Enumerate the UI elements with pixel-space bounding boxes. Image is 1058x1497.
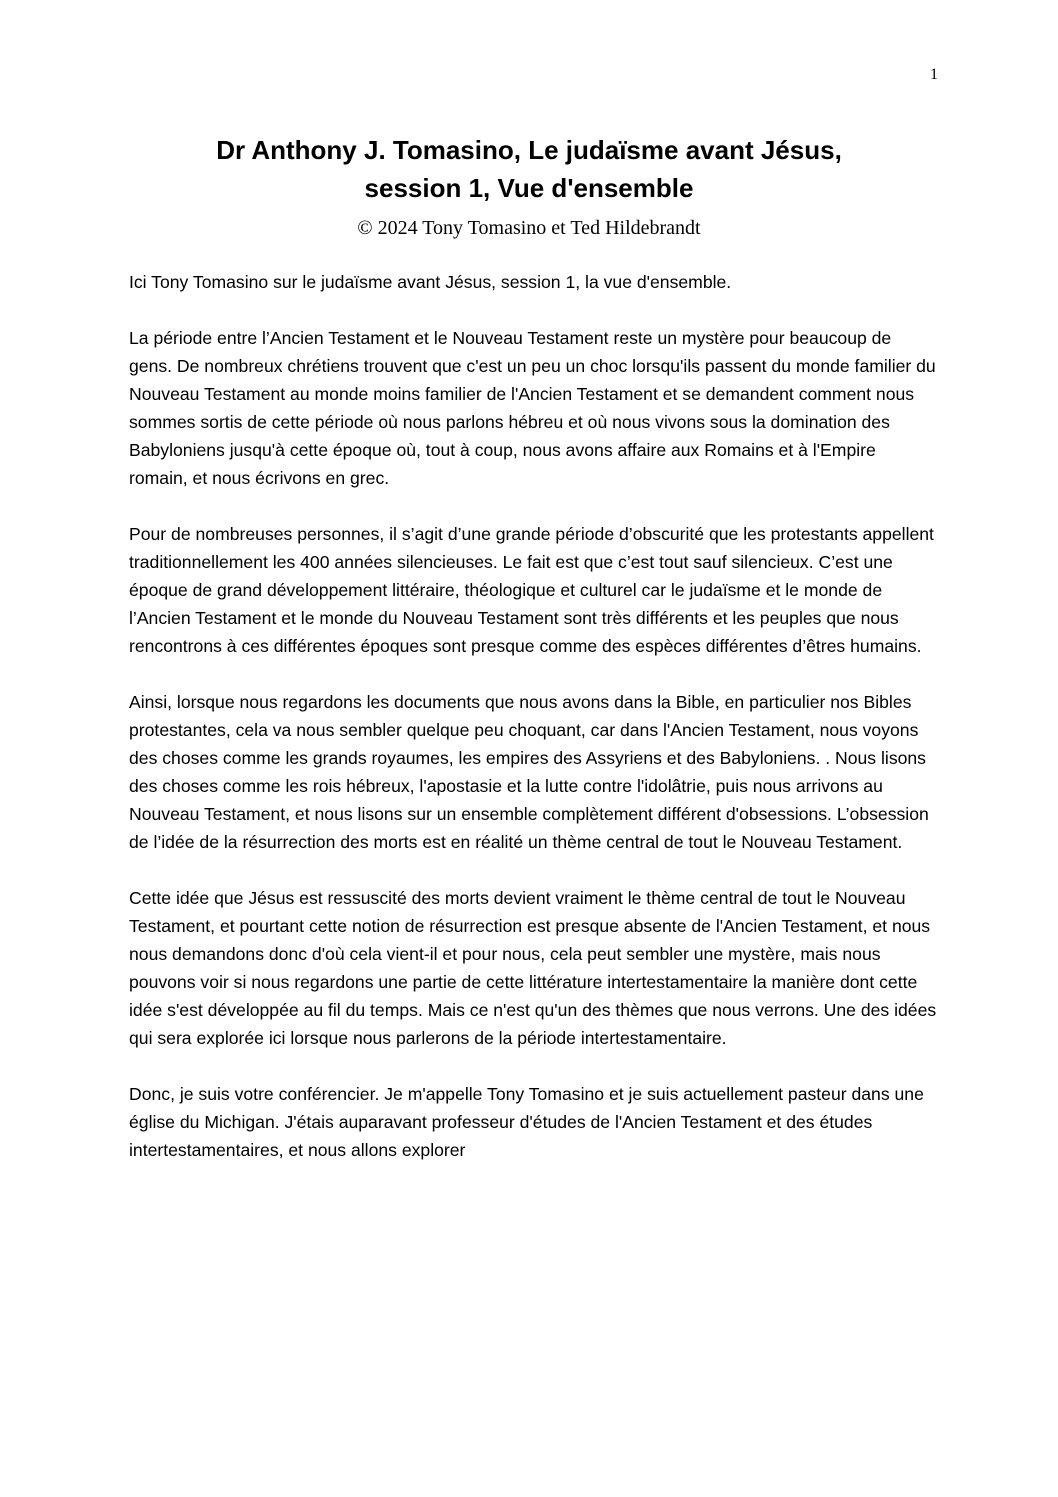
document-title xyxy=(100,131,958,207)
title-line-1: Dr Anthony J. Tomasino, Le judaïsme avant Jésus, xyxy=(216,135,842,165)
paragraph: Cette idée que Jésus est ressuscité des morts devient vraiment le thème central de tout le Nouveau Testament, et pourtant cette notion de résurrection est presque absente de l'Ancien Testament, et nous nous demandons donc d'où cela vient-il et pour nous, cela peut sembler une mystère, mais nous pouvons voir si nous regardons une partie de cette littérature intertestamentaire la manière dont cette idée s'est développée au fil du temps. Mais ce n'est qu'un des thèmes que nous verrons. Une des idées qui sera explorée ici lorsque nous parlerons de la période intertestamentaire. xyxy=(129,888,937,1048)
page-number: 1 xyxy=(930,66,938,83)
title-line-2: session 1, Vue d'ensemble xyxy=(364,173,694,203)
paragraph: La période entre l’Ancien Testament et le Nouveau Testament reste un mystère pour beaucoup de gens. De nombreux chrétiens trouvent que c'est un peu un choc lorsqu'ils passent du monde familier du Nouveau Testament au monde moins familier de l'Ancien Testament et se demandent comment nous sommes sortis de cette période où nous parlons hébreu et où nous vivons sous la domination des Babyloniens jusqu'à cette époque où, tout à coup, nous avons affaire aux Romains et à l'Empire romain, et nous écrivons en grec. xyxy=(129,328,936,488)
paragraph: Ainsi, lorsque nous regardons les documents que nous avons dans la Bible, en particulier nos Bibles protestantes, cela va nous sembler quelque peu choquant, car dans l'Ancien Testament, nous voyons des choses comme les grands royaumes, les empires des Assyriens et des Babyloniens. . Nous lisons des choses comme les rois hébreux, l'apostasie et la lutte contre l'idolâtrie, puis nous arrivons au Nouveau Testament, et nous lisons sur un ensemble complètement différent d'obsessions. L’obsession de l’idée de la résurrection des morts est en réalité un thème central de tout le Nouveau Testament. xyxy=(129,692,929,852)
paragraph: Pour de nombreuses personnes, il s’agit d’une grande période d’obscurité que les protestants appellent traditionnellement les 400 années silencieuses. Le fait est que c’est tout sauf silencieux. C’est une époque de grand développement littéraire, théologique et culturel car le judaïsme et le monde de l’Ancien Testament et le monde du Nouveau Testament sont très différents et les peuples que nous rencontrons à ces différentes époques sont presque comme des espèces différentes d’êtres humains. xyxy=(129,524,934,656)
paragraph: Ici Tony Tomasino sur le judaïsme avant Jésus, session 1, la vue d'ensemble. xyxy=(129,272,732,292)
paragraph: Donc, je suis votre conférencier. Je m'appelle Tony Tomasino et je suis actuellement pasteur dans une église du Michigan. J'étais auparavant professeur d'études de l'Ancien Testament et des études intertestamentaires, et nous allons explorer xyxy=(129,1084,924,1160)
copyright-line: © 2024 Tony Tomasino et Ted Hildebrandt xyxy=(357,217,701,239)
document-body xyxy=(129,268,939,1192)
